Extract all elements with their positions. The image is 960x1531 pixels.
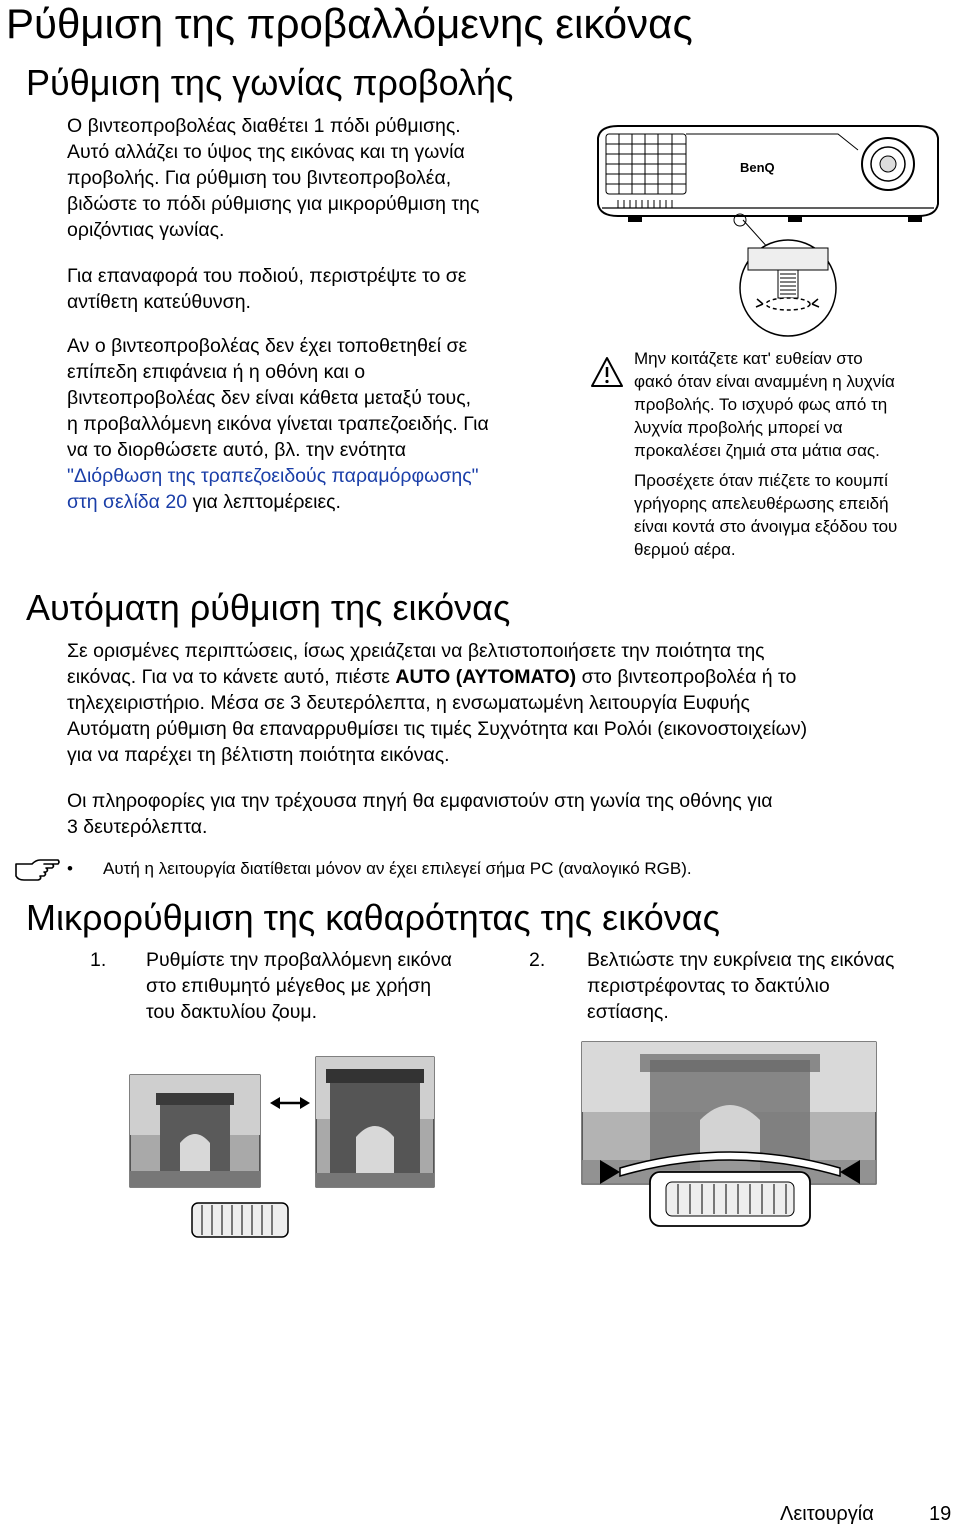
auto-paragraph-1: Σε ορισμένες περιπτώσεις, ίσως χρειάζεται να βελτιστοποιήσετε την ποιότητα της εικόνας. Για να το κάνετε αυτό, πιέστε AUTO (ΑΥΤΟΜΑΤΟ) στο βιντεοπροβολέα ή το τηλεχειριστήριο. Μέσα σε 3 δευτερόλεπτα, η ενσωματωμένη λειτουργία Ευφυής Αυτόματη ρύθμιση θα επαναρρυθμίσει τις τιμές Συχνότητα και Ρολόι (εικονοστοιχείων) για να παρέχει τη βέλτιστη ποιότητα εικόνας.	[67, 640, 808, 766]
zoom-arrow	[270, 1097, 310, 1109]
focus-ring-illustration	[580, 1040, 900, 1240]
arc-photo-small	[130, 1075, 260, 1187]
auto-paragraph-2: Οι πληροφορίες για την τρέχουσα πηγή θα εμφανιστούν στη γωνία της οθόνης για 3 δευτερόλεπτα.	[67, 790, 773, 838]
auto-button-label: AUTO (ΑΥΤΟΜΑΤΟ)	[395, 666, 577, 688]
section-heading-fine: Μικρορύθμιση της καθαρότητας της εικόνας	[26, 897, 720, 938]
footer-section-name: Λειτουργία	[780, 1503, 874, 1525]
warning-text-1: Μην κοιτάζετε κατ' ευθείαν στο φακό όταν είναι αναμμένη η λυχνία προβολής. Το ισχυρό φως από τη λυχνία προβολής μπορεί να προκαλέσει ζημιά στα μάτια σας.	[634, 349, 895, 460]
zoom-ring-illustration	[120, 1045, 440, 1245]
arc-photo-blurred	[582, 1042, 876, 1184]
page-20-link[interactable]: στη σελίδα 20	[67, 491, 188, 513]
step-1-text: Ρυθμίστε την προβαλλόμενη εικόνα στο επιθυμητό μέγεθος με χρήση του δακτυλίου ζουμ.	[146, 949, 452, 1023]
brand-logo: BenQ	[740, 160, 775, 175]
keystone-link[interactable]: "Διόρθωση της τραπεζοειδούς παραμόρφωσης"	[67, 465, 479, 487]
footer-page-number: 19	[929, 1503, 952, 1525]
section-heading-auto: Αυτόματη ρύθμιση της εικόνας	[26, 587, 511, 628]
note: • Αυτή η λειτουργία διατίθεται μόνον αν έχει επιλεγεί σήμα PC (αναλογικό RGB).	[67, 859, 692, 878]
section-heading-angle: Ρύθμιση της γωνίας προβολής	[26, 62, 514, 103]
note-hand-icon	[14, 856, 60, 882]
zoom-ring	[192, 1203, 288, 1237]
page-title: Ρύθμιση της προβαλλόμενης εικόνας	[6, 0, 693, 47]
projector-illustration	[588, 120, 948, 335]
step-2-number: 2.	[529, 949, 546, 971]
angle-paragraph-2: Για επαναφορά του ποδιού, περιστρέψτε το σε αντίθετη κατεύθυνση.	[67, 265, 467, 313]
step-2-text: Βελτιώστε την ευκρίνεια της εικόνας περιστρέφοντας το δακτύλιο εστίασης.	[587, 949, 895, 1023]
arc-photo-large	[316, 1057, 434, 1187]
angle-paragraph-1: Ο βιντεοπροβολέας διαθέτει 1 πόδι ρύθμισης. Αυτό αλλάζει το ύψος της εικόνας και τη γωνία προβολής. Για ρύθμιση του βιντεοπροβολέα, βιδώστε το πόδι ρύθμισης για μικρορύθμιση της οριζόντιας γωνίας.	[67, 115, 480, 241]
warning-text-2: Προσέχετε όταν πιέζετε το κουμπί γρήγορης απελευθέρωσης επειδή είναι κοντά στο άνοιγμα εξόδου του θερμού αέρα.	[634, 471, 898, 559]
warning-icon	[590, 356, 624, 388]
step-1-number: 1.	[90, 949, 107, 971]
angle-paragraph-3: Αν ο βιντεοπροβολέας δεν έχει τοποθετηθεί σε επίπεδη επιφάνεια ή η οθόνη και ο βιντεοπροβολέας δεν είναι κάθετα μεταξύ τους, η προβαλλόμενη εικόνα γίνεται τραπεζοειδής. Για να το διορθώσετε αυτό, βλ. την ενότητα "Διόρθωση της τραπεζοειδούς παραμόρφωσης" στη σελίδα 20 για λεπτομέρειες.	[67, 335, 489, 513]
